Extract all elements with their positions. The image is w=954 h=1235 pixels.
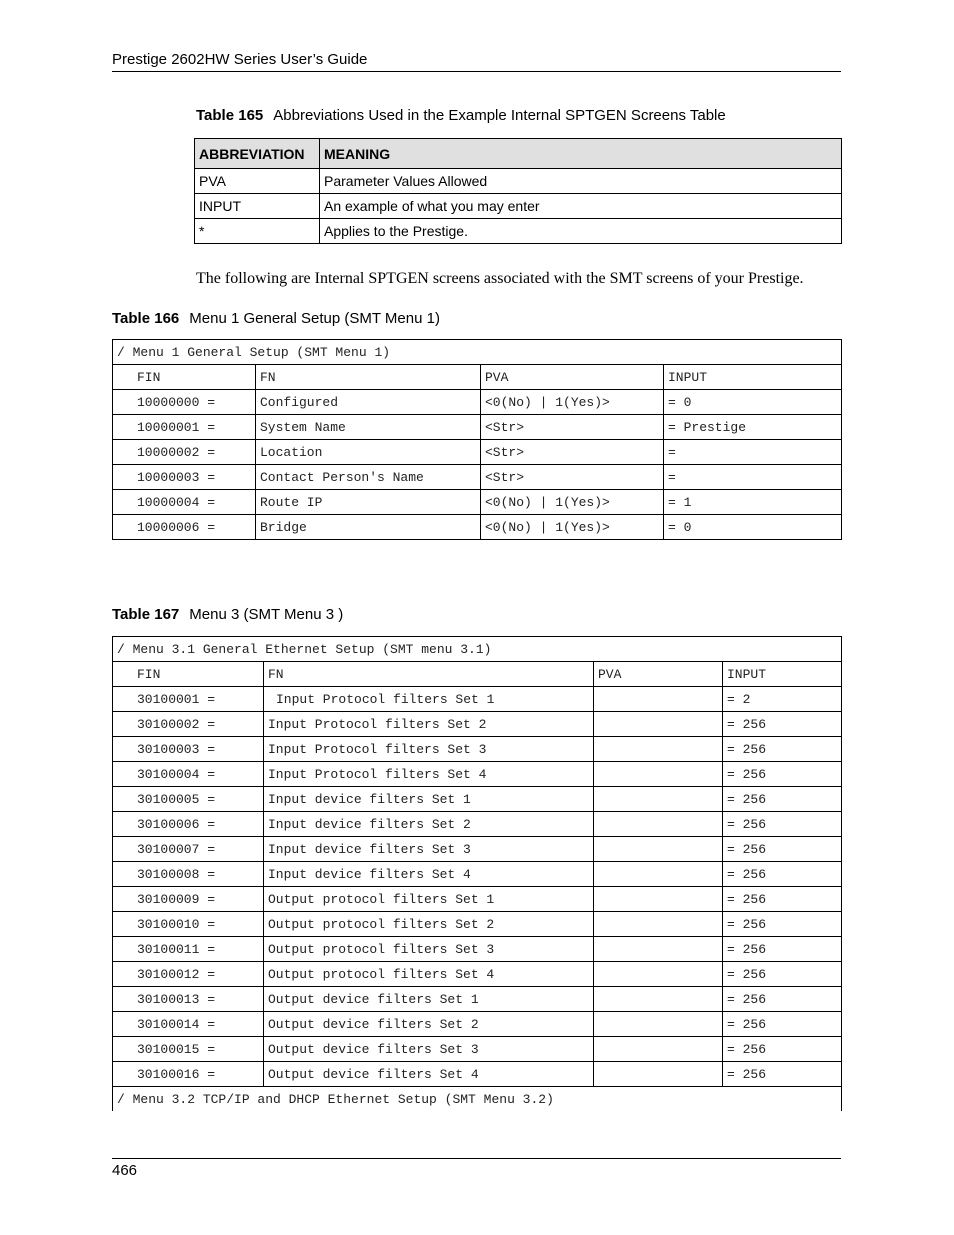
table-row <box>113 937 842 962</box>
abbreviations-table <box>194 138 842 244</box>
continued-section-title: / Menu 3.2 TCP/IP and DHCP Ethernet Setup (SMT Menu 3.2) <box>113 1087 842 1112</box>
fin-cell: 30100007 = <box>113 837 264 862</box>
fin-cell: 30100010 = <box>113 912 264 937</box>
pva-cell <box>594 1062 723 1087</box>
input-cell: = 256 <box>723 962 842 987</box>
meaning-cell: Parameter Values Allowed <box>320 169 842 194</box>
input-cell: = 256 <box>723 1062 842 1087</box>
table-row <box>113 762 842 787</box>
table-166-title: Menu 1 General Setup (SMT Menu 1) <box>189 310 440 327</box>
fn-cell: Output device filters Set 2 <box>264 1012 594 1037</box>
table-row <box>113 390 842 415</box>
footer-rule <box>112 1158 841 1159</box>
input-cell: = 256 <box>723 712 842 737</box>
table-row <box>195 219 842 244</box>
menu-3-table <box>112 636 842 1111</box>
table-row <box>113 987 842 1012</box>
fin-cell: 10000003 = <box>113 465 256 490</box>
page-number: 466 <box>112 1162 138 1179</box>
fin-cell: 30100004 = <box>113 762 264 787</box>
fin-cell: 30100006 = <box>113 812 264 837</box>
column-header-input: INPUT <box>664 365 842 390</box>
input-cell: = 256 <box>723 887 842 912</box>
fn-cell: Input Protocol filters Set 1 <box>264 687 594 712</box>
table-row <box>113 787 842 812</box>
column-header-fin: FIN <box>113 365 256 390</box>
input-cell: = 256 <box>723 1037 842 1062</box>
table-167-caption <box>112 605 343 625</box>
abbreviation-cell: INPUT <box>195 194 320 219</box>
input-cell: = 256 <box>723 787 842 812</box>
pva-cell <box>594 687 723 712</box>
fn-cell: Input Protocol filters Set 2 <box>264 712 594 737</box>
fin-cell: 30100016 = <box>113 1062 264 1087</box>
fin-cell: 30100005 = <box>113 787 264 812</box>
table-row <box>113 1037 842 1062</box>
column-header-input: INPUT <box>723 662 842 687</box>
pva-cell <box>594 812 723 837</box>
fn-cell: Output protocol filters Set 4 <box>264 962 594 987</box>
intro-paragraph: The following are Internal SPTGEN screens associated with the SMT screens of your Prestige. <box>196 270 804 287</box>
pva-cell <box>594 1012 723 1037</box>
page-header <box>112 50 841 72</box>
input-cell: = <box>664 465 842 490</box>
pva-cell: <Str> <box>481 415 664 440</box>
meaning-cell: An example of what you may enter <box>320 194 842 219</box>
table-row <box>113 440 842 465</box>
meaning-cell: Applies to the Prestige. <box>320 219 842 244</box>
section-title: / Menu 3.1 General Ethernet Setup (SMT menu 3.1) <box>113 637 842 662</box>
fin-cell: 30100015 = <box>113 1037 264 1062</box>
table-row <box>113 962 842 987</box>
table-row <box>195 169 842 194</box>
pva-cell: <0(No) | 1(Yes)> <box>481 515 664 540</box>
fin-cell: 30100002 = <box>113 712 264 737</box>
fn-cell: Input device filters Set 4 <box>264 862 594 887</box>
fn-cell: Input device filters Set 2 <box>264 812 594 837</box>
fin-cell: 30100014 = <box>113 1012 264 1037</box>
menu-1-table <box>112 339 842 540</box>
pva-cell <box>594 937 723 962</box>
input-cell: = 256 <box>723 762 842 787</box>
fn-cell: Input Protocol filters Set 4 <box>264 762 594 787</box>
table-166-caption <box>112 309 440 329</box>
table-167-label: Table 167 <box>112 606 180 623</box>
fn-cell: Input device filters Set 1 <box>264 787 594 812</box>
fn-cell: Route IP <box>256 490 481 515</box>
pva-cell: <0(No) | 1(Yes)> <box>481 490 664 515</box>
fin-cell: 30100011 = <box>113 937 264 962</box>
table-167-title: Menu 3 (SMT Menu 3 ) <box>189 606 344 623</box>
fn-cell: Output protocol filters Set 3 <box>264 937 594 962</box>
fin-cell: 30100013 = <box>113 987 264 1012</box>
fn-cell: Output protocol filters Set 1 <box>264 887 594 912</box>
column-header-fn: FN <box>264 662 594 687</box>
section-title-row <box>113 1087 842 1112</box>
table-header-row <box>113 365 842 390</box>
fn-cell: Input device filters Set 3 <box>264 837 594 862</box>
pva-cell <box>594 712 723 737</box>
fin-cell: 10000006 = <box>113 515 256 540</box>
input-cell: = 256 <box>723 987 842 1012</box>
pva-cell <box>594 912 723 937</box>
fin-cell: 30100008 = <box>113 862 264 887</box>
table-row <box>113 1012 842 1037</box>
pva-cell: <0(No) | 1(Yes)> <box>481 390 664 415</box>
fin-cell: 30100003 = <box>113 737 264 762</box>
column-header-abbreviation: ABBREVIATION <box>195 139 320 169</box>
column-header-pva: PVA <box>594 662 723 687</box>
input-cell: = 1 <box>664 490 842 515</box>
input-cell: = 256 <box>723 937 842 962</box>
section-title-row <box>113 637 842 662</box>
input-cell: = Prestige <box>664 415 842 440</box>
table-row <box>195 194 842 219</box>
table-row <box>113 912 842 937</box>
column-header-fin: FIN <box>113 662 264 687</box>
table-header-row <box>113 662 842 687</box>
column-header-meaning: MEANING <box>320 139 842 169</box>
abbreviation-cell: PVA <box>195 169 320 194</box>
abbreviation-cell: * <box>195 219 320 244</box>
input-cell: = 256 <box>723 862 842 887</box>
table-row <box>113 712 842 737</box>
fn-cell: Configured <box>256 390 481 415</box>
pva-cell <box>594 1037 723 1062</box>
table-row <box>113 737 842 762</box>
table-row <box>113 515 842 540</box>
fn-cell: Output device filters Set 4 <box>264 1062 594 1087</box>
table-row <box>113 887 842 912</box>
pva-cell <box>594 962 723 987</box>
table-165-caption <box>196 106 726 126</box>
fin-cell: 10000000 = <box>113 390 256 415</box>
fin-cell: 10000001 = <box>113 415 256 440</box>
fin-cell: 30100009 = <box>113 887 264 912</box>
pva-cell <box>594 862 723 887</box>
input-cell: = <box>664 440 842 465</box>
pva-cell <box>594 987 723 1012</box>
table-166-label: Table 166 <box>112 310 180 327</box>
table-row <box>113 415 842 440</box>
input-cell: = 256 <box>723 837 842 862</box>
table-row <box>113 490 842 515</box>
fin-cell: 10000004 = <box>113 490 256 515</box>
pva-cell: <Str> <box>481 465 664 490</box>
input-cell: = 0 <box>664 515 842 540</box>
pva-cell <box>594 762 723 787</box>
input-cell: = 256 <box>723 812 842 837</box>
table-165-label: Table 165 <box>196 107 264 124</box>
fn-cell: Bridge <box>256 515 481 540</box>
section-title: / Menu 1 General Setup (SMT Menu 1) <box>113 340 842 365</box>
column-header-fn: FN <box>256 365 481 390</box>
table-165-title: Abbreviations Used in the Example Internal SPTGEN Screens Table <box>273 107 726 124</box>
table-row <box>113 1062 842 1087</box>
fin-cell: 10000002 = <box>113 440 256 465</box>
fn-cell: System Name <box>256 415 481 440</box>
column-header-pva: PVA <box>481 365 664 390</box>
pva-cell <box>594 837 723 862</box>
fn-cell: Output device filters Set 3 <box>264 1037 594 1062</box>
pva-cell <box>594 887 723 912</box>
fn-cell: Output device filters Set 1 <box>264 987 594 1012</box>
input-cell: = 2 <box>723 687 842 712</box>
section-title-row <box>113 340 842 365</box>
pva-cell <box>594 787 723 812</box>
table-row <box>113 687 842 712</box>
table-row <box>113 812 842 837</box>
input-cell: = 0 <box>664 390 842 415</box>
fn-cell: Output protocol filters Set 2 <box>264 912 594 937</box>
fn-cell: Input Protocol filters Set 3 <box>264 737 594 762</box>
input-cell: = 256 <box>723 1012 842 1037</box>
pva-cell: <Str> <box>481 440 664 465</box>
table-row <box>113 862 842 887</box>
input-cell: = 256 <box>723 912 842 937</box>
fin-cell: 30100001 = <box>113 687 264 712</box>
input-cell: = 256 <box>723 737 842 762</box>
table-row <box>113 465 842 490</box>
fn-cell: Contact Person's Name <box>256 465 481 490</box>
fin-cell: 30100012 = <box>113 962 264 987</box>
fn-cell: Location <box>256 440 481 465</box>
guide-title: Prestige 2602HW Series User’s Guide <box>112 51 368 68</box>
table-header-row <box>195 139 842 169</box>
table-row <box>113 837 842 862</box>
pva-cell <box>594 737 723 762</box>
